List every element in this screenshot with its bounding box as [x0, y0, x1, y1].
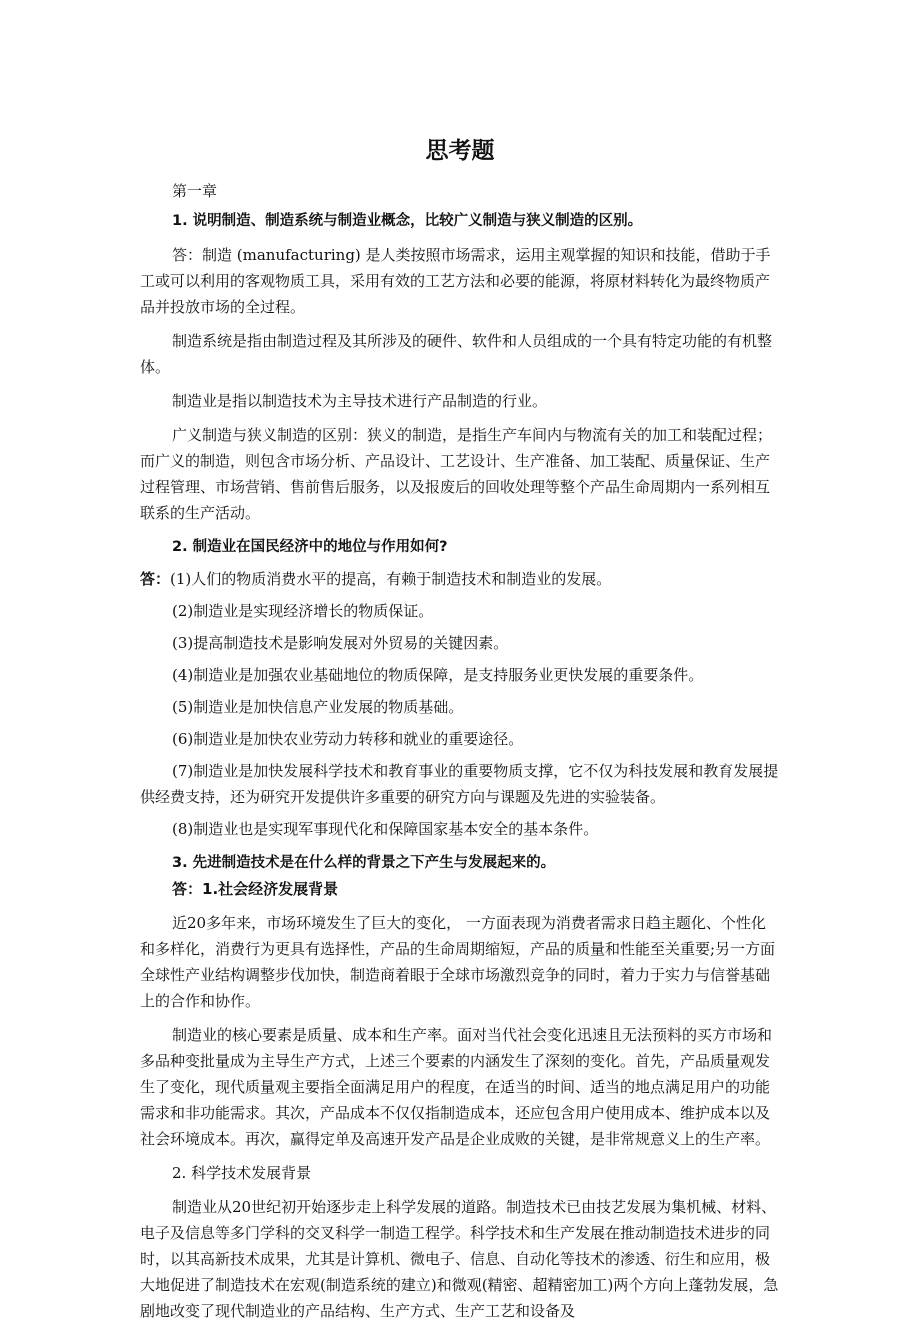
q1-answer-paragraph-3: 制造业是指以制造技术为主导技术进行产品制造的行业。 — [172, 392, 548, 410]
q2-item-4: (4)制造业是加强农业基础地位的物质保障，是支持服务业更快发展的重要条件。 — [172, 666, 704, 684]
question-3: 3. 先进制造技术是在什么样的背景之下产生与发展起来的。 — [172, 855, 556, 871]
chapter-heading: 第一章 — [172, 182, 218, 200]
q2-item-8: (8)制造业也是实现军事现代化和保障国家基本安全的基本条件。 — [172, 820, 599, 838]
question-1: 1. 说明制造、制造系统与制造业概念，比较广义制造与狭义制造的区别。 — [172, 213, 643, 229]
q2-item-7: (7)制造业是加快发展科学技术和教育事业的重要物质支撑，它不仅为科技发展和教育发展提供经费支持，还为研究开发提供许多重要的研究方向与课题及先进的实验装备。 — [140, 762, 779, 806]
q2-item-2: (2)制造业是实现经济增长的物质保证。 — [172, 602, 434, 620]
q2-answer-item — [140, 566, 780, 592]
q3-subheading-2: 2. 科学技术发展背景 — [172, 1164, 312, 1182]
q2-answer-label: 答： — [140, 570, 171, 588]
document-body — [140, 178, 780, 1324]
q3-answer-label: 答： — [172, 880, 203, 898]
question-2: 2. 制造业在国民经济中的地位与作用如何? — [172, 539, 448, 555]
q3-subheading-1: 1.社会经济发展背景 — [202, 880, 339, 898]
q3-paragraph-2: 制造业的核心要素是质量、成本和生产率。面对当代社会变化迅速且无法预料的买方市场和多品种变批量成为主导生产方式，上述三个要素的内涵发生了深刻的变化。首先，产品质量观发生了变化，现代质量观主要指全面满足用户的程度，在适当的时间、适当的地点满足用户的功能需求和非功能需求。其次，产品成本不仅仅指制造成本，还应包含用户使用成本、维护成本以及社会环境成本。再次，赢得定单及高速开发产品是企业成败的关键，是非常规意义上的生产率。 — [140, 1026, 773, 1148]
q3-paragraph-1: 近20多年来，市场环境发生了巨大的变化， 一方面表现为消费者需求日趋主题化、个性化和多样化，消费行为更具有选择性，产品的生命周期缩短，产品的质量和性能至关重要;另一方面全球性产业结构调整步伐加快，制造商着眼于全球市场激烈竞争的同时，着力于实力与信誉基础上的合作和协作。 — [140, 914, 776, 1010]
page-title: 思考题 — [425, 138, 495, 164]
q3-paragraph-3: 制造业从20世纪初开始逐步走上科学发展的道路。制造技术已由技艺发展为集机械、材料、电子及信息等多门学科的交叉科学一制造工程学。科学技术和生产发展在推动制造技术进步的同时，以其高新技术成果，尤其是计算机、微电子、信息、自动化等技术的渗透、衍生和应用，极大地促进了制造技术在宏观(制造系统的建立)和微观(精密、超精密加工)两个方向上蓬勃发展，急剧地改变了现代制造业的产品结构、生产方式、生产工艺和设备及 — [140, 1198, 779, 1320]
q2-item-3: (3)提高制造技术是影响发展对外贸易的关键因素。 — [172, 634, 509, 652]
q2-item-5: (5)制造业是加快信息产业发展的物质基础。 — [172, 698, 464, 716]
q2-item-6: (6)制造业是加快农业劳动力转移和就业的重要途径。 — [172, 730, 524, 748]
q3-subheading-1-line — [140, 876, 780, 902]
q2-item-1: (1)人们的物质消费水平的提高，有赖于制造技术和制造业的发展。 — [170, 570, 612, 588]
q1-answer-paragraph-1: 答：制造 (manufacturing) 是人类按照市场需求，运用主观掌握的知识和技能，借助于手工或可以利用的客观物质工具，采用有效的工艺方法和必要的能源，将原材料转化为最终物质产品并投放市场的全过程。 — [140, 246, 771, 316]
q1-answer-paragraph-2: 制造系统是指由制造过程及其所涉及的硬件、软件和人员组成的一个具有特定功能的有机整体。 — [140, 332, 773, 376]
q1-answer-paragraph-4: 广义制造与狭义制造的区别：狭义的制造，是指生产车间内与物流有关的加工和装配过程；而广义的制造，则包含市场分析、产品设计、工艺设计、生产准备、加工装配、质量保证、生产过程管理、市场营销、售前售后服务，以及报废后的回收处理等整个产品生命周期内一系列相互联系的生产活动。 — [140, 426, 773, 522]
